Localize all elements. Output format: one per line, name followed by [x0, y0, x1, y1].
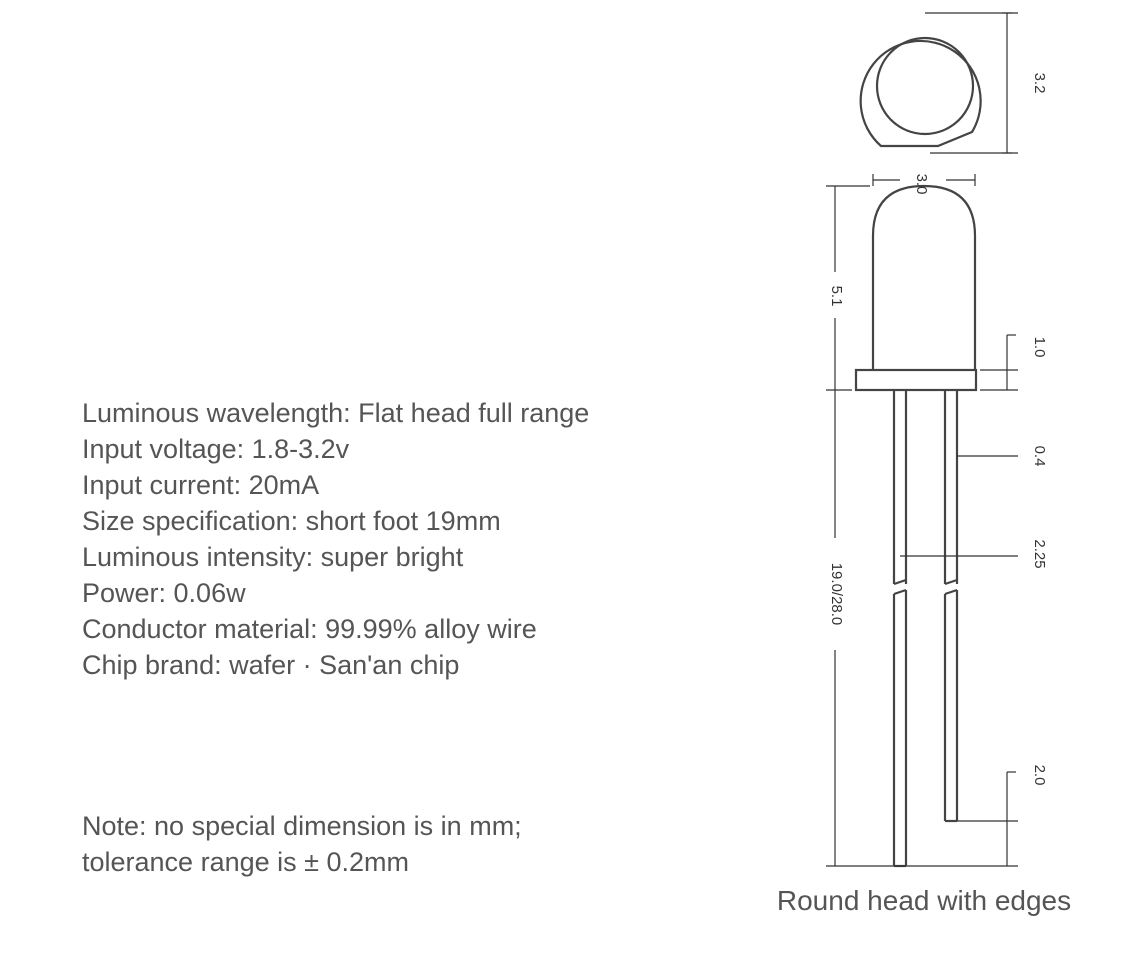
- spec-intensity: Luminous intensity: super bright: [82, 542, 464, 572]
- spec-input-voltage: Input voltage: 1.8-3.2v: [82, 434, 350, 464]
- note-line-2: tolerance range is ± 0.2mm: [82, 847, 409, 877]
- spec-wavelength: Luminous wavelength: Flat head full range: [82, 398, 590, 428]
- dim-flange-diameter: 3.2: [1031, 72, 1048, 94]
- right-lead: [945, 390, 957, 821]
- dim-body-height: 5.1: [828, 285, 845, 307]
- dim-flange-height: 1.0: [1031, 336, 1048, 358]
- spec-power: Power: 0.06w: [82, 578, 246, 608]
- left-lead: [894, 390, 906, 866]
- lens-circle: [877, 38, 973, 134]
- top-view: [861, 13, 1048, 153]
- drawing-caption: Round head with edges: [776, 885, 1072, 916]
- note-line-1: Note: no special dimension is in mm;: [82, 811, 522, 841]
- dim-lead-length: 19.0/28.0: [828, 562, 845, 626]
- dim-lens-diameter: 3.0: [913, 173, 930, 195]
- lens-dome: [873, 186, 975, 370]
- dim-lead-spacing: 2.25: [1031, 539, 1048, 569]
- spec-input-current: Input current: 20mA: [82, 470, 320, 500]
- spec-size: Size specification: short foot 19mm: [82, 506, 501, 536]
- spec-conductor: Conductor material: 99.99% alloy wire: [82, 614, 537, 644]
- side-view: [826, 174, 1048, 866]
- dim-lead-width: 0.4: [1031, 445, 1048, 467]
- flange-base: [856, 370, 976, 390]
- dim-lead-step: 2.0: [1031, 764, 1048, 786]
- spec-chip-brand: Chip brand: wafer · San'an chip: [82, 650, 460, 680]
